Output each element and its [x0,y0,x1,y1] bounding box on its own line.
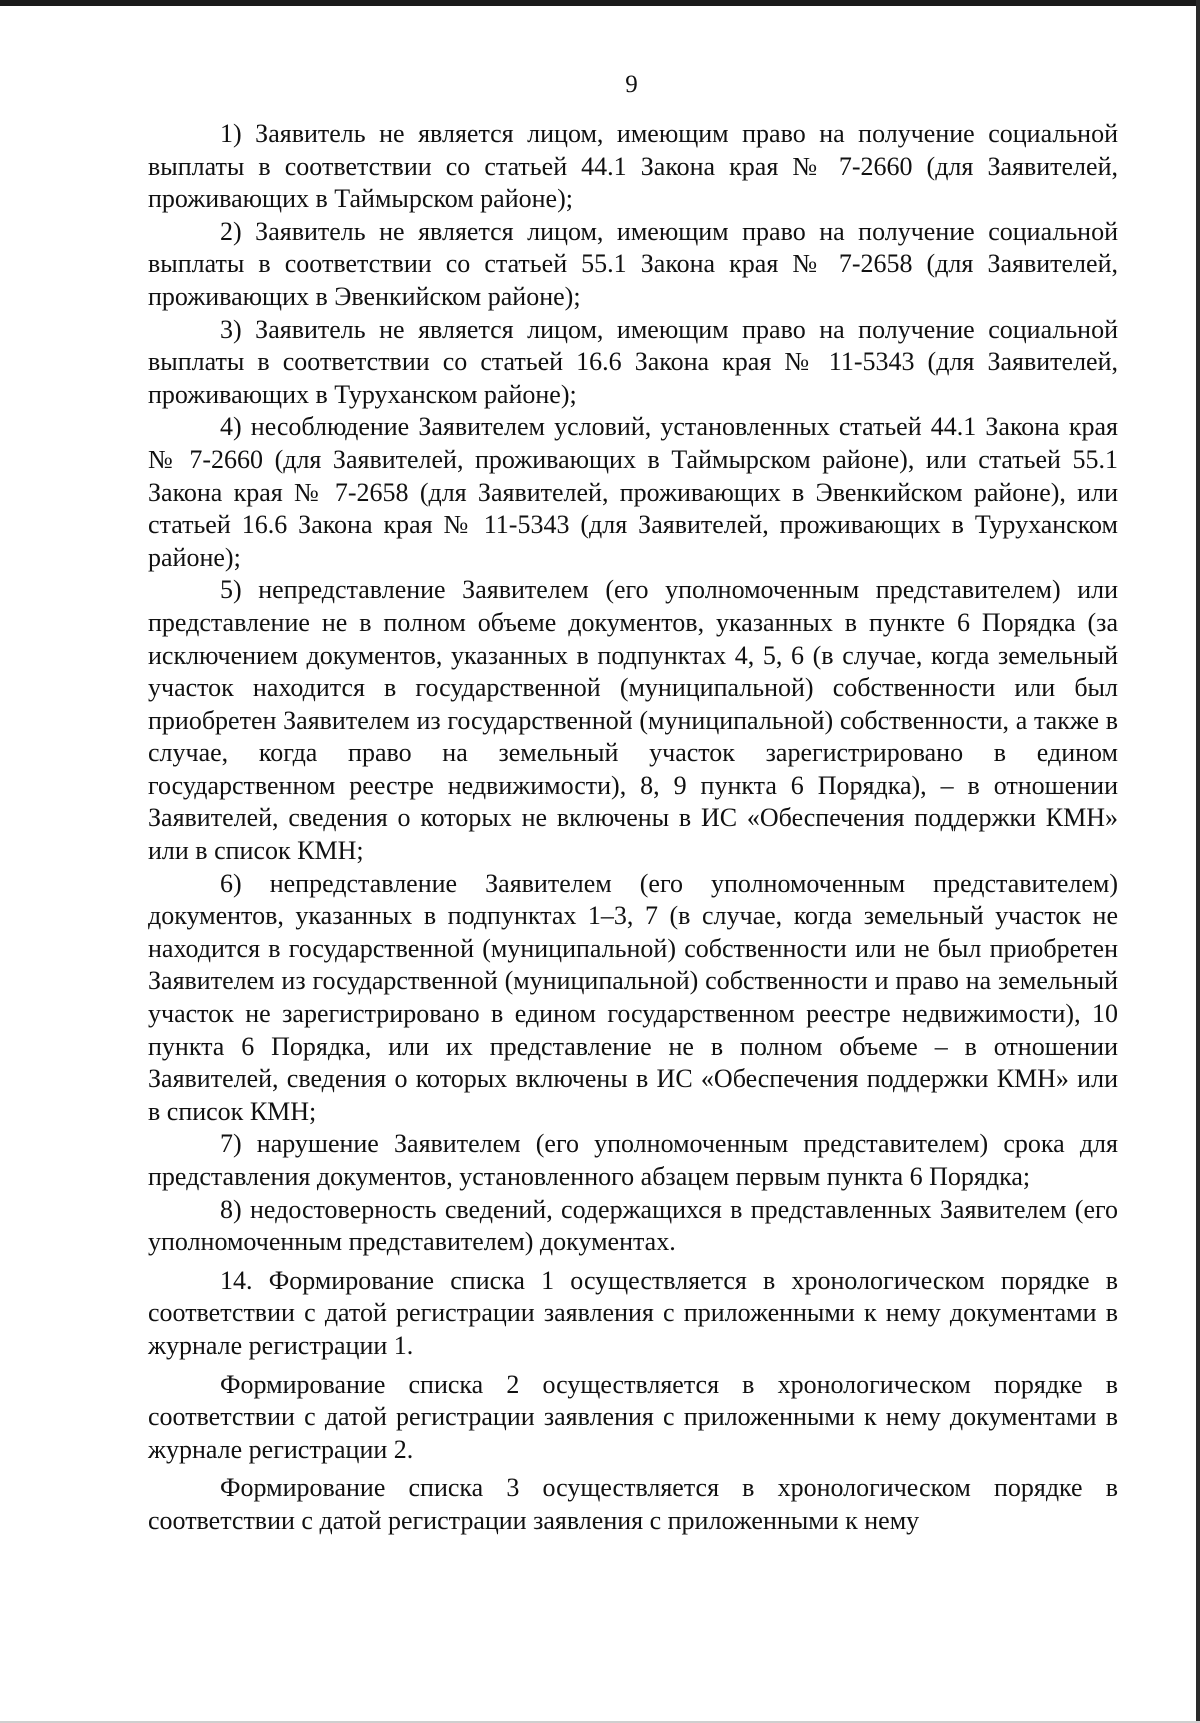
paragraph-14: 14. Формирование списка 1 осуществляется в хронологическом порядке в соответствии с датой регистрации заявления с приложенными к нему документами в журнале регистрации 1. [148,1265,1118,1360]
list-item-3: 3) Заявитель не является лицом, имеющим право на получение социальной выплаты в соответствии со статьей 16.6 Закона края № 11-5343 (для Заявителей, проживающих в Туруханском районе); [148,314,1118,409]
list-item-8: 8) недостоверность сведений, содержащихся в представленных Заявителем (его уполномоченным представителем) документах. [148,1194,1118,1257]
paragraph-list-2: Формирование списка 2 осуществляется в хронологическом порядке в соответствии с датой регистрации заявления с приложенными к нему документами в журнале регистрации 2. [148,1369,1118,1464]
scan-right-edge [1196,0,1200,1723]
scan-top-edge [0,0,1200,6]
paragraph-list-3: Формирование списка 3 осуществляется в хронологическом порядке в соответствии с датой регистрации заявления с приложенными к нему [148,1473,1118,1535]
list-item-7: 7) нарушение Заявителем (его уполномоченным представителем) срока для представления документов, установленного абзацем первым пункта 6 Порядка; [148,1129,1118,1191]
list-item-1: 1) Заявитель не является лицом, имеющим право на получение социальной выплаты в соответствии со статьей 44.1 Закона края № 7-2660 (для Заявителей, проживающих в Таймырском районе); [148,119,1118,214]
list-item-6: 6) непредставление Заявителем (его уполномоченным представителем) документов, указанных в подпунктах 1–3, 7 (в случае, когда земельный участок не находится в государственной (муниципальной) собственности или не был приобретен Заявителем из государственной (муниципальной) собственности и право на земельный участок не зарегистрировано в едином государственном реестре недвижимости), 10 пункта 6 Порядка, или их представление не в полном объеме – в отношении Заявителей, сведения о которых включены в ИС «Обеспечения поддержки КМН» или в список КМН; [148,868,1118,1126]
list-item-2: 2) Заявитель не является лицом, имеющим право на получение социальной выплаты в соответствии со статьей 55.1 Закона края № 7-2658 (для Заявителей, проживающих в Эвенкийском районе); [148,216,1118,311]
page-number: 9 [625,71,638,98]
document-body [148,118,1118,1538]
list-item-4: 4) несоблюдение Заявителем условий, установленных статьей 44.1 Закона края № 7-2660 (для Заявителей, проживающих в Таймырском районе), или статьей 55.1 Закона края № 7-2658 (для Заявителей, проживающих в Эвенкийском районе), или статьей 16.6 Закона края № 11-5343 (для Заявителей, проживающих в Туруханском районе); [148,412,1118,572]
list-item-5: 5) непредставление Заявителем (его уполномоченным представителем) или представление не в полном объеме документов, указанных в пункте 6 Порядка (за исключением документов, указанных в подпунктах 4, 5, 6 (в случае, когда земельный участок находится в государственной (муниципальной) собственности или был приобретен Заявителем из государственной (муниципальной) собственности, а также в случае, когда право на земельный участок зарегистрировано в едином государственном реестре недвижимости), 8, 9 пункта 6 Порядка), – в отношении Заявителей, сведения о которых не включены в ИС «Обеспечения поддержки КМН» или в список КМН; [148,575,1118,866]
